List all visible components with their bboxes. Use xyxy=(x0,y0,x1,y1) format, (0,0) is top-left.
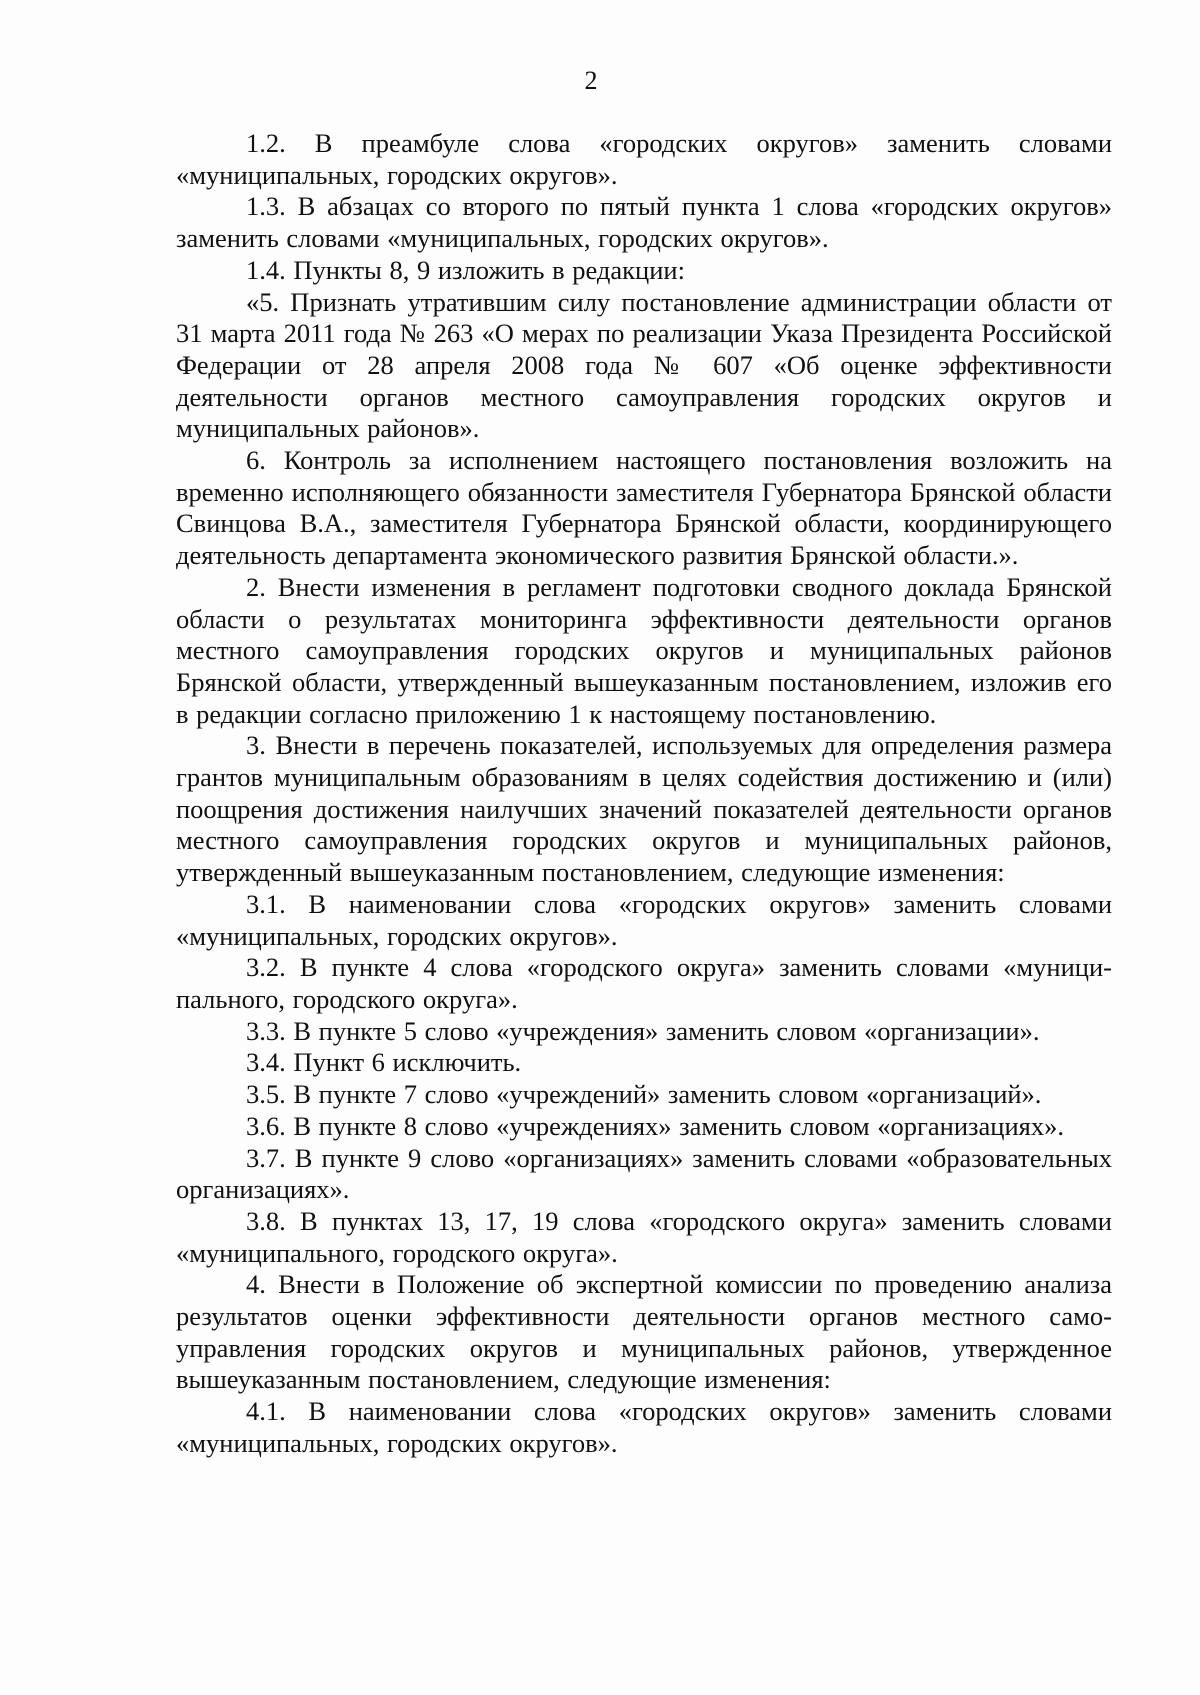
paragraph-1-4: 1.4. Пункты 8, 9 изложить в редакции: xyxy=(246,254,685,285)
paragraph-quoted-5: «5. Признать утратившим силу постановление администрации области от 31 марта 2011 года № 263 «О мерах по реализации Указа Президента Российской Федерации от 28 апреля 2008 года № 607 «Об оценке эффективности деятельности органов местного самоуправления городских округов и муниципальных районов». xyxy=(176,286,1112,444)
paragraph-3-4: 3.4. Пункт 6 исключить. xyxy=(246,1047,522,1078)
paragraph-3-1: 3.1. В наименовании слова «городских округов» заменить словами «муниципальных, городских округов». xyxy=(176,888,1112,951)
paragraph-4-1: 4.1. В наименовании слова «городских округов» заменить словами «муниципальных, городских округов». xyxy=(176,1396,1112,1458)
page-number: 2 xyxy=(584,66,598,95)
paragraph-1-3: 1.3. В абзацах со второго по пятый пункта 1 слова «городских округов» заменить словами «муниципальных, городских округов». xyxy=(176,191,1112,254)
paragraph-3-2: 3.2. В пункте 4 слова «городского округа» заменить словами «муниципального, городского округа». xyxy=(176,952,1112,1014)
paragraph-2: 2. Внести изменения в регламент подготовки сводного доклада Брянской области о результатах мониторинга эффективности деятельности органов местного самоуправления городских округов и муниципальных районов Брянской области, утвержденный вышеуказанным постановлением, изложив его в редакции согласно приложению 1 к настоящему постановлению. xyxy=(176,571,1112,729)
paragraph-3-3: 3.3. В пункте 5 слово «учреждения» заменить словом «организации». xyxy=(246,1015,1040,1046)
paragraph-3: 3. Внести в перечень показателей, используемых для определения размера грантов муниципальным образованиям в целях содействия достижению и (или) поощрения достижения наилучших значений показателей деятельности органов местного самоуправления городских округов и муниципальных районов, утвержденный вышеуказанным постановлением, следующие изменения: xyxy=(176,730,1112,888)
paragraph-3-8: 3.8. В пунктах 13, 17, 19 слова «городского округа» заменить словами «муниципального, городского округа». xyxy=(176,1205,1112,1268)
paragraph-3-7: 3.7. В пункте 9 слово «организациях» заменить словами «образовательных организациях». xyxy=(176,1142,1112,1205)
paragraph-3-6: 3.6. В пункте 8 слово «учреждениях» заменить словом «организациях». xyxy=(246,1110,1064,1141)
paragraph-4: 4. Внести в Положение об экспертной комиссии по проведению анализа результатов оценки эффективности деятельности органов местного самоуправления городских округов и муниципальных районов, утвержденное вышеуказанным постановлением, следующие изменения: xyxy=(176,1269,1112,1395)
document-body xyxy=(176,128,1112,1460)
paragraph-quoted-6: 6. Контроль за исполнением настоящего постановления возложить на временно исполняющего обязанности заместителя Губернатора Брянской области Свинцова В.А., заместителя Губернатора Брянской области, координирующего деятельность департамента экономического развития Брянской области.». xyxy=(176,445,1112,571)
paragraph-1-2: 1.2. В преамбуле слова «городских округов» заменить словами «муниципальных, городских округов». xyxy=(176,128,1112,190)
paragraph-3-5: 3.5. В пункте 7 слово «учреждений» заменить словом «организаций». xyxy=(246,1079,1042,1110)
